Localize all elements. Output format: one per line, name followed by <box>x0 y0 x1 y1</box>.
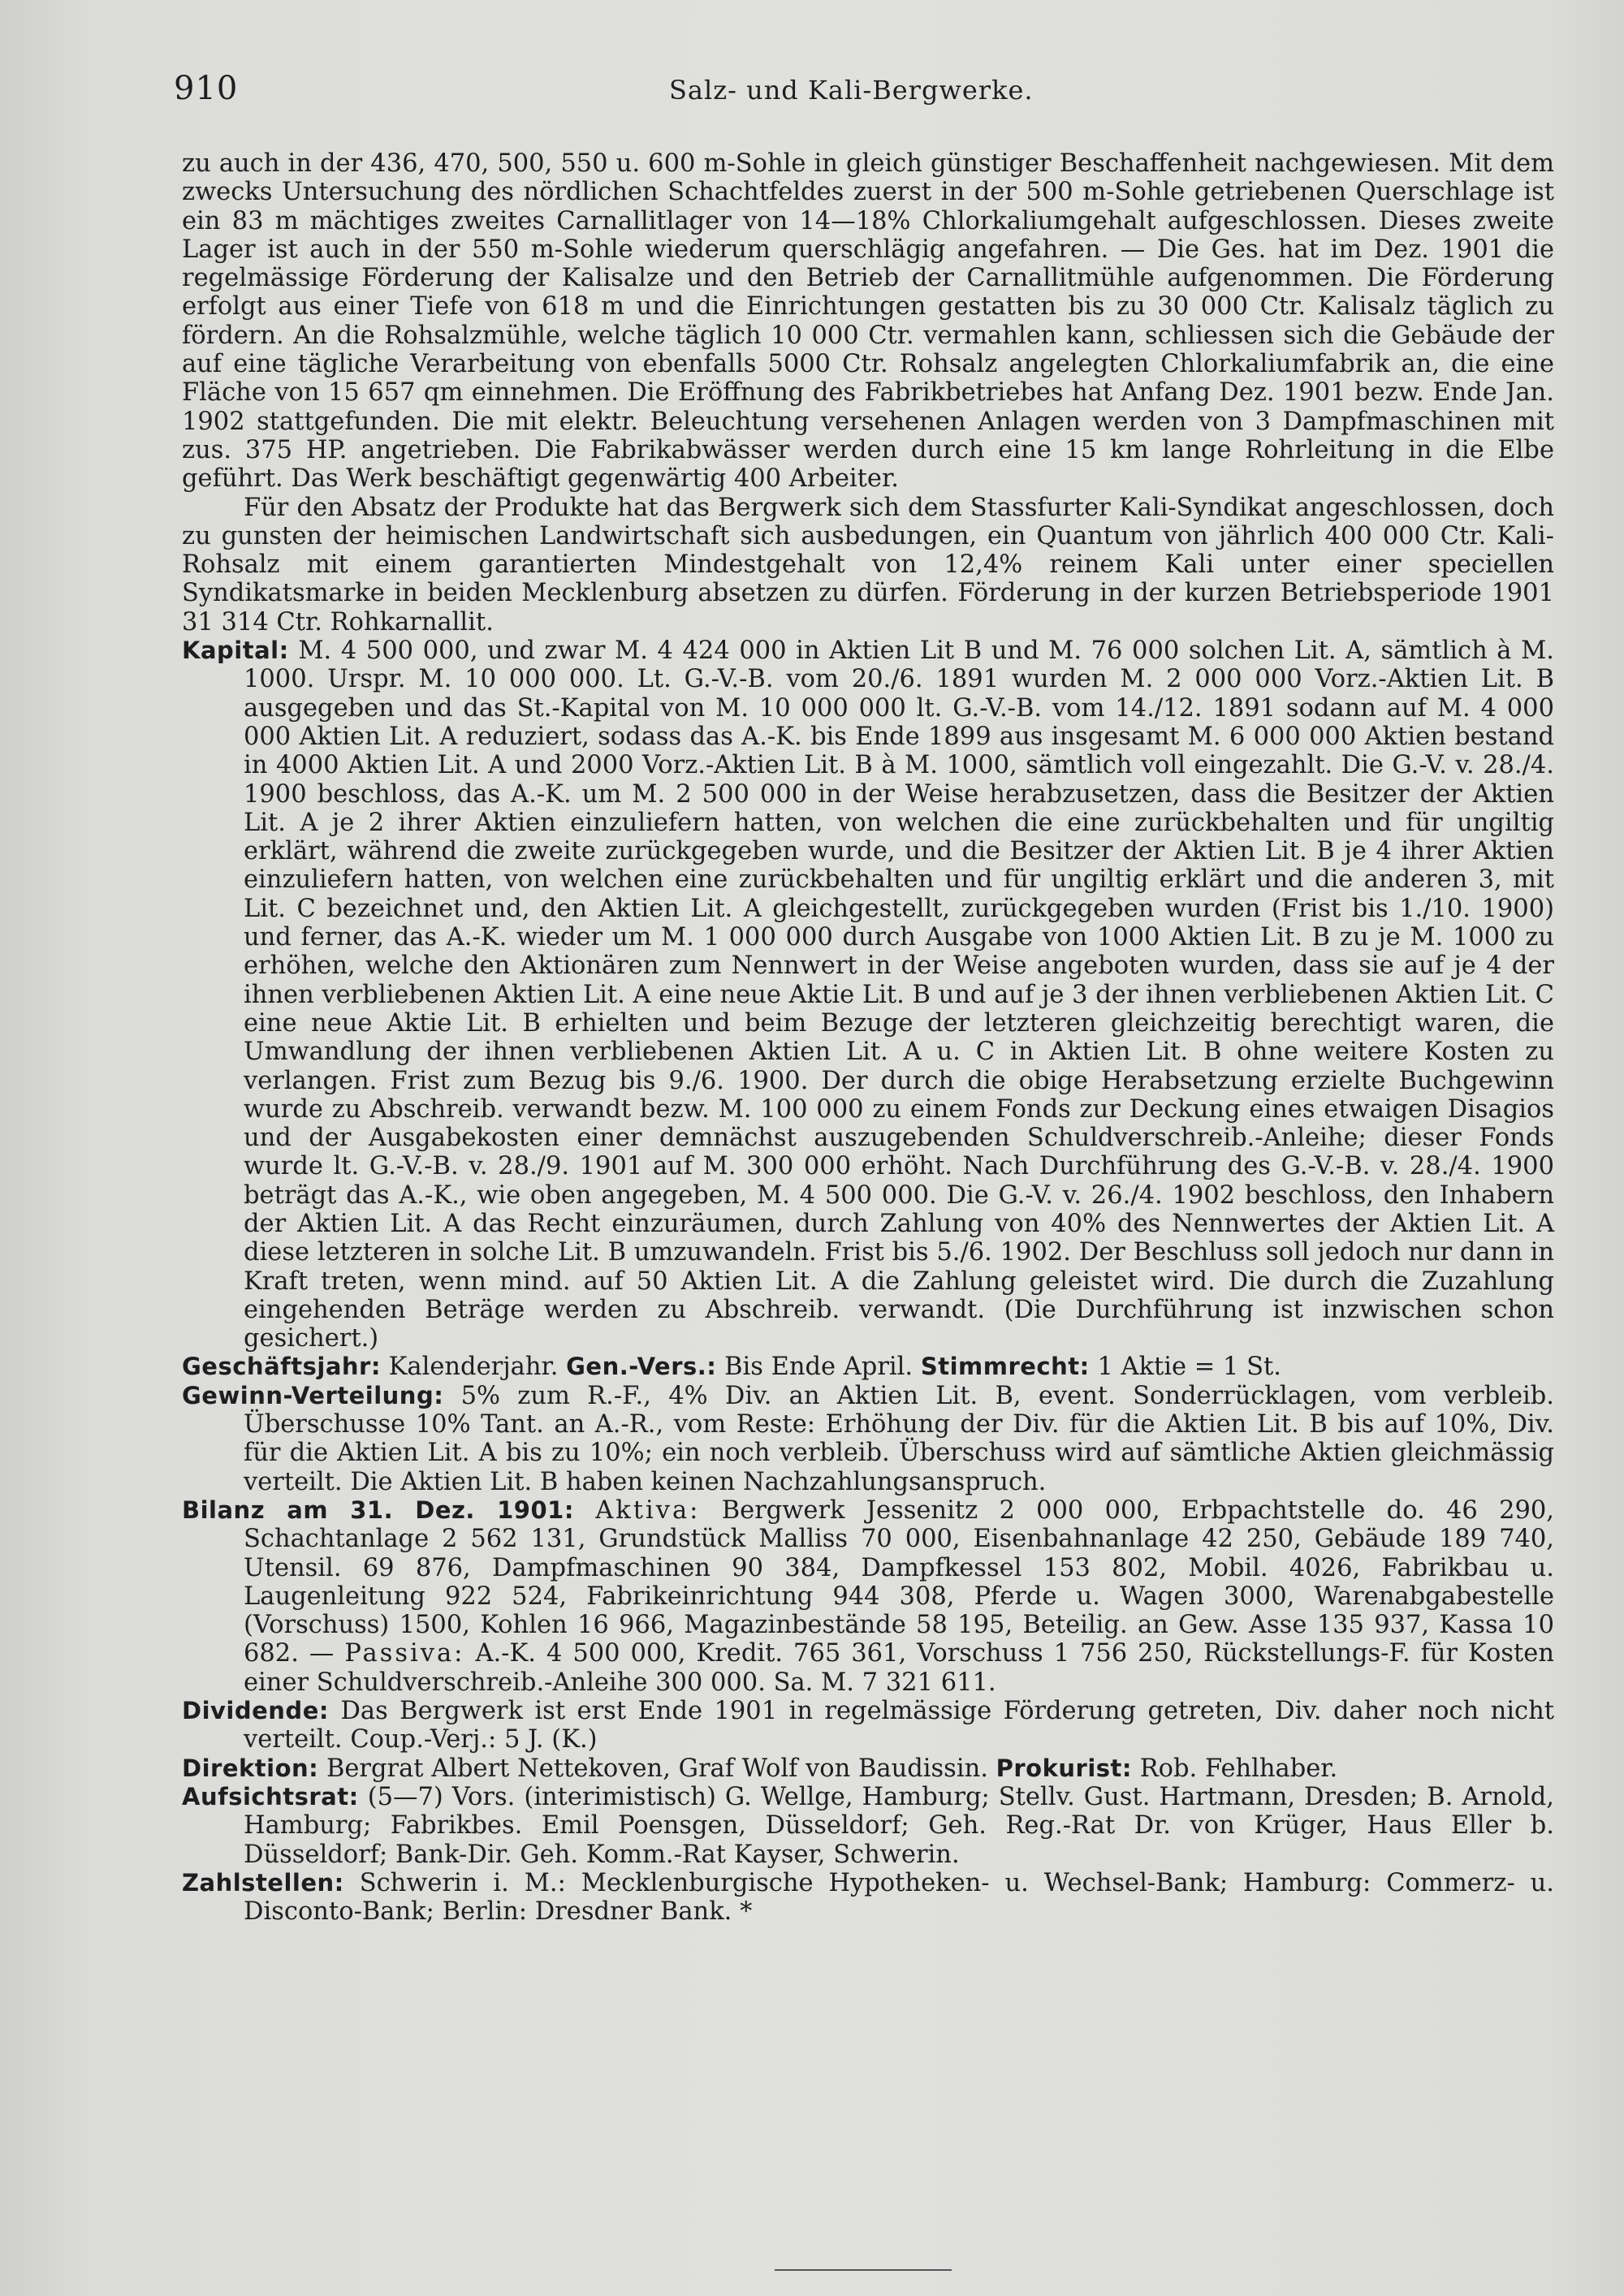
text-geschaeftsjahr: Kalenderjahr. <box>388 1353 559 1382</box>
label-dividende: Dividende: <box>182 1697 329 1725</box>
text-gewinn-verteilung: 5% zum R.-F., 4% Div. an Aktien Lit. B, event. Sonderrücklagen, vom verbleib. Überschusse 10% Tant. an A.-R., vom Reste: Erhöhung der Div. für die Aktien Lit. B bis auf 10%, Div. für die Aktien Lit. A bis zu 10%; ein noch verbleib. Überschuss wird auf sämtliche Aktien gleichmässig verteilt. Die Aktien Lit. B haben keinen Nachzahlungsanspruch. <box>244 1381 1554 1496</box>
label-prokurist: Prokurist: <box>996 1754 1132 1782</box>
entry-zahlstellen <box>182 1869 1554 1927</box>
paragraph-absatz: Für den Absatz der Produkte hat das Bergwerk sich dem Stassfurter Kali-Syndikat angeschlossen, doch zu gunsten der heimischen Landwirtschaft sich ausbedungen, ein Quantum von jährlich 400 000 Ctr. Kali-Rohsalz mit einem garantierten Mindestgehalt von 12,4% reinem Kali unter einer speciellen Syndikatsmarke in beiden Mecklenburg absetzen zu dürfen. Förderung in der kurzen Betriebsperiode 1901 31 314 Ctr. Rohkarnallit. <box>182 493 1554 637</box>
entry-gewinn-verteilung <box>182 1382 1554 1496</box>
text-stimmrecht: 1 Aktie = 1 St. <box>1097 1353 1281 1382</box>
page-header <box>174 70 1554 119</box>
running-head: Salz- und Kali-Bergwerke. <box>669 75 1034 106</box>
label-gewinn-verteilung: Gewinn-Verteilung: <box>182 1381 444 1409</box>
text-direktion: Bergrat Albert Nettekoven, Graf Wolf von Baudissin. <box>326 1754 988 1783</box>
text-aufsichtsrat: (5—7) Vors. (interimistisch) G. Wellge, Hamburg; Stellv. Gust. Hartmann, Dresden; B. Arnold, Hamburg; Fabrikbes. Emil Poensgen, Düsseldorf; Geh. Reg.-Rat Dr. von Krüger, Haus Eller b. Düsseldorf; Bank-Dir. Geh. Komm.-Rat Kayser, Schwerin. <box>244 1782 1554 1869</box>
paragraph-continuation: zu auch in der 436, 470, 500, 550 u. 600 m-Sohle in gleich günstiger Beschaffenheit nachgewiesen. Mit dem zwecks Untersuchung des nördlichen Schachtfeldes zuerst in der 500 m-Sohle getriebenen Querschlage ist ein 83 m mächtiges zweites Carnallitlager von 14—18% Chlorkaliumgehalt aufgeschlossen. Dieses zweite Lager ist auch in der 550 m-Sohle wiederum querschlägig angefahren. — Die Ges. hat im Dez. 1901 die regelmässige Förderung der Kalisalze und den Betrieb der Carnallitmühle aufgenommen. Die Förderung erfolgt aus einer Tiefe von 618 m und die Einrichtungen gestatten bis zu 30 000 Ctr. Kalisalz täglich zu fördern. An die Rohsalzmühle, welche täglich 10 000 Ctr. vermahlen kann, schliessen sich die Gebäude der auf eine tägliche Verarbeitung von ebenfalls 5000 Ctr. Rohsalz angelegten Chlorkaliumfabrik an, die eine Fläche von 15 657 qm einnehmen. Die Eröffnung des Fabrikbetriebes hat Anfang Dez. 1901 bezw. Ende Jan. 1902 stattgefunden. Die mit elektr. Beleuchtung versehenen Anlagen werden von 3 Dampfmaschinen mit zus. 375 HP. angetrieben. Die Fabrikabwässer werden durch eine 15 km lange Rohrleitung in die Elbe geführt. Das Werk beschäftigt gegenwärtig 400 Arbeiter. <box>182 149 1554 494</box>
text-genvers: Bis Ende April. <box>724 1353 914 1382</box>
text-prokurist: Rob. Fehlhaber. <box>1139 1754 1338 1783</box>
label-direktion: Direktion: <box>182 1754 319 1782</box>
entry-geschaeftsjahr <box>182 1353 1554 1381</box>
section-end-rule <box>775 2269 952 2271</box>
entry-bilanz <box>182 1496 1554 1697</box>
entry-kapital <box>182 637 1554 1353</box>
body-text <box>182 149 1554 1926</box>
label-genvers: Gen.-Vers.: <box>566 1353 717 1381</box>
label-passiva: Passiva: <box>344 1639 465 1668</box>
text-kapital: M. 4 500 000, und zwar M. 4 424 000 in Aktien Lit B und M. 76 000 solchen Lit. A, sämtlich à M. 1000. Urspr. M. 10 000 000. Lt. G.-V.-B. vom 20./6. 1891 wurden M. 2 000 000 Vorz.-Aktien Lit. B ausgegeben und das St.-Kapital von M. 10 000 000 lt. G.-V.-B. vom 14./12. 1891 sodann auf M. 4 000 000 Aktien Lit. A reduziert, sodass das A.-K. bis Ende 1899 aus insgesamt M. 6 000 000 Aktien bestand in 4000 Aktien Lit. A und 2000 Vorz.-Aktien Lit. B à M. 1000, sämtlich voll eingezahlt. Die G.-V. v. 28./4. 1900 beschloss, das A.-K. um M. 2 500 000 in der Weise herabzusetzen, dass die Besitzer der Aktien Lit. A je 2 ihrer Aktien einzuliefern hatten, von welchen die eine zurückbehalten und für ungiltig erklärt, während die zweite zurückgegeben wurde, und die Besitzer der Aktien Lit. B je 4 ihrer Aktien einzuliefern hatten, von welchen eine zurückbehalten und für ungiltig erklärt und die anderen 3, mit Lit. C bezeichnet und, den Aktien Lit. A gleichgestellt, zurückgegeben wurden (Frist bis 1./10. 1900) und ferner, das A.-K. wieder um M. 1 000 000 durch Ausgabe von 1000 Aktien Lit. B zu je M. 1000 zu erhöhen, welche den Aktionären zum Nennwert in der Weise angeboten wurden, dass sie auf je 4 der ihnen verbliebenen Aktien Lit. A eine neue Aktie Lit. B und auf je 3 der ihnen verbliebenen Aktien Lit. C eine neue Aktie Lit. B erhielten und beim Bezuge der letzteren gleichzeitig berechtigt waren, die Umwandlung der ihnen verbliebenen Aktien Lit. A u. C in Aktien Lit. B ohne weitere Kosten zu verlangen. Frist zum Bezug bis 9./6. 1900. Der durch die obige Herabsetzung erzielte Buchgewinn wurde zu Abschreib. verwandt bezw. M. 100 000 zu einem Fonds zur Deckung eines etwaigen Disagios und der Ausgabekosten einer demnächst auszugebenden Schuldverschreib.-Anleihe; dieser Fonds wurde lt. G.-V.-B. v. 28./9. 1901 auf M. 300 000 erhöht. Nach Durchführung des G.-V.-B. v. 28./4. 1900 beträgt das A.-K., wie oben angegeben, M. 4 500 000. Die G.-V. v. 26./4. 1902 beschloss, den Inhabern der Aktien Lit. A das Recht einzuräumen, durch Zahlung von 40% des Nennwertes der Aktien Lit. A diese letzteren in solche Lit. B umzuwandeln. Frist bis 5./6. 1902. Der Beschluss soll jedoch nur dann in Kraft treten, wenn mind. auf 50 Aktien Lit. A die Zahlung geleistet wird. Die durch die Zuzahlung eingehenden Beträge werden zu Abschreib. verwandt. (Die Durchführung ist inzwischen schon gesichert.) <box>244 637 1554 1353</box>
label-stimmrecht: Stimmrecht: <box>920 1353 1090 1381</box>
label-kapital: Kapital: <box>182 637 289 665</box>
label-aktiva: Aktiva: <box>595 1495 701 1525</box>
label-bilanz: Bilanz am 31. Dez. 1901: <box>182 1495 574 1524</box>
entry-dividende <box>182 1697 1554 1754</box>
entry-aufsichtsrat <box>182 1783 1554 1869</box>
text-aktiva: Bergwerk Jessenitz 2 000 000, Erbpachtstelle do. 46 290, Schachtanlage 2 562 131, Grundstück Malliss 70 000, Eisenbahnanlage 42 250, Gebäude 189 740, Utensil. 69 876, Dampfmaschinen 90 384, Dampfkessel 153 802, Mobil. 4026, Fabrikbau u. Laugenleitung 922 524, Fabrikeinrichtung 944 308, Pferde u. Wagen 3000, Warenabgabestelle (Vorschuss) 1500, Kohlen 16 966, Magazinbestände 58 195, Beteilig. an Gew. Asse 135 937, Kassa 10 682. — <box>244 1495 1555 1668</box>
text-passiva: A.-K. 4 500 000, Kredit. 765 361, Vorschuss 1 756 250, Rückstellungs-F. für Kosten einer Schuldverschreib.-Anleihe 300 000. Sa. M. 7 321 611. <box>244 1639 1554 1697</box>
entry-direktion <box>182 1754 1554 1783</box>
page-number: 910 <box>174 70 239 107</box>
label-aufsichtsrat: Aufsichtsrat: <box>182 1782 359 1810</box>
text-zahlstellen: Schwerin i. M.: Mecklenburgische Hypotheken- u. Wechsel-Bank; Hamburg: Commerz- u. Disconto-Bank; Berlin: Dresdner Bank. * <box>244 1868 1554 1927</box>
label-geschaeftsjahr: Geschäftsjahr: <box>182 1353 381 1381</box>
label-zahlstellen: Zahlstellen: <box>182 1868 344 1897</box>
text-dividende: Das Bergwerk ist erst Ende 1901 in regelmässige Förderung getreten, Div. daher noch nicht verteilt. Coup.-Verj.: 5 J. (K.) <box>244 1697 1554 1754</box>
